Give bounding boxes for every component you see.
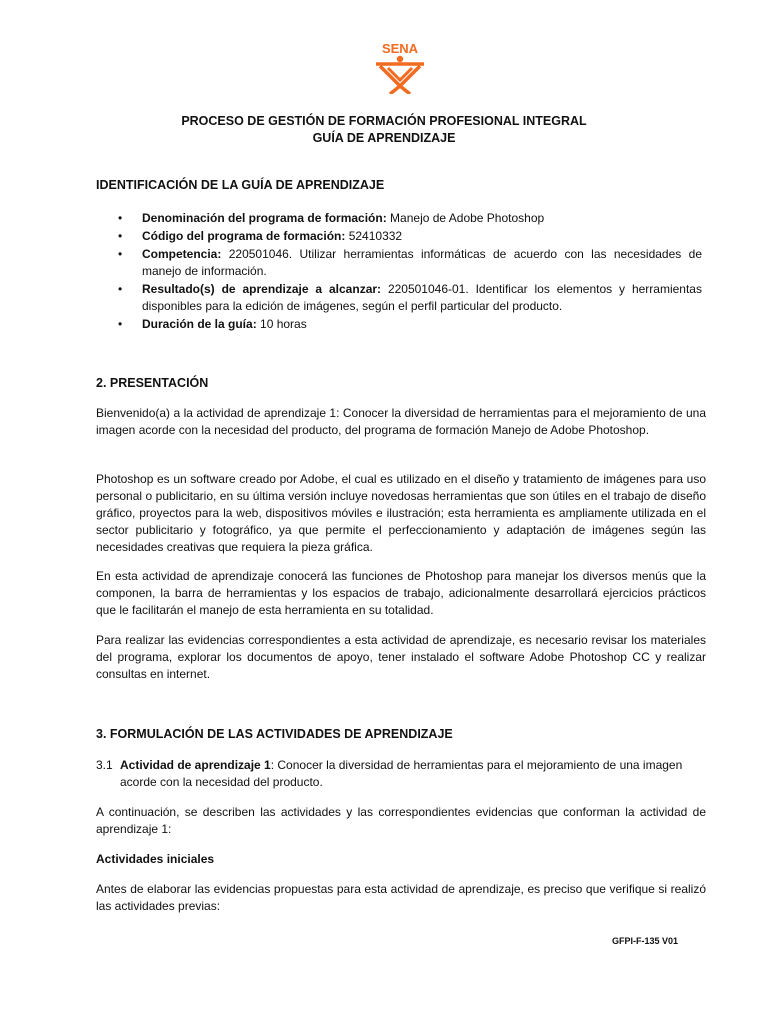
identification-title: IDENTIFICACIÓN DE LA GUÍA DE APRENDIZAJE	[96, 178, 385, 192]
bullet-icon: •	[118, 317, 123, 331]
item-value: 220501046-01. Identificar los elementos y herramientas disponibles para la edición de imágenes, según el perfil particular del producto.	[142, 282, 702, 313]
sena-logo-icon	[370, 40, 430, 94]
svg-text:SENA: SENA	[381, 41, 419, 56]
formulation-intro: A continuación, se describen las actividades y las correspondientes evidencias que conforman la actividad de aprendizaje 1:	[96, 805, 706, 836]
formulation-closing: Antes de elaborar las evidencias propuestas para esta actividad de aprendizaje, es preciso que verifique si realizó las actividades previas:	[96, 882, 706, 913]
footer-code: GFPI-F-135 V01	[611, 936, 678, 946]
presentation-paragraph-2: Photoshop es un software creado por Adobe, el cual es utilizado en el diseño y tratamiento de imágenes para uso personal o publicitario, en su última versión incluye novedosas herramientas que son útiles en el trabajo de diseño gráfico, proyectos para la web, dispositivos móviles e ilustración; esta herramienta es ampliamente utilizada en el sector publicitario y fotográfico, ya que permite el perfeccionamiento y adaptación de imágenes según las necesidades creativas que requiera la pieza gráfica.	[96, 472, 706, 554]
bullet-icon: •	[118, 211, 123, 225]
item-value: Manejo de Adobe Photoshop	[386, 211, 545, 225]
item-value: 220501046. Utilizar herramientas informáticas de acuerdo con las necesidades de manejo de información.	[142, 247, 702, 278]
activity-label: Actividad de aprendizaje 1	[120, 758, 271, 772]
activity-number: 3.1	[96, 758, 113, 772]
presentation-paragraph-4: Para realizar las evidencias correspondientes a esta actividad de aprendizaje, es necesario revisar los materiales del programa, explorar los documentos de apoyo, tener instalado el software Adobe Photoshop CC y realizar consultas en internet.	[96, 633, 706, 681]
presentation-paragraph-3: En esta actividad de aprendizaje conocerá las funciones de Photoshop para manejar los diversos menús que la componen, la barra de herramientas y los espacios de trabajo, adicionalmente desarrollará ejercicios prácticos que le facilitarán el manejo de esta herramienta en su totalidad.	[96, 569, 706, 617]
header-line-1: PROCESO DE GESTIÓN DE FORMACIÓN PROFESIONAL INTEGRAL	[181, 114, 587, 128]
bullet-icon: •	[118, 229, 123, 243]
item-value: 10 horas	[256, 317, 307, 331]
item-value: 52410332	[345, 229, 403, 243]
activity-item	[96, 757, 706, 791]
list-item	[118, 210, 702, 227]
list-item	[118, 281, 702, 315]
item-label: Competencia:	[142, 247, 222, 261]
item-label: Resultado(s) de aprendizaje a alcanzar:	[142, 282, 382, 296]
list-item	[118, 228, 702, 245]
document-header	[0, 113, 768, 147]
item-label: Código del programa de formación:	[142, 229, 346, 243]
list-item	[118, 246, 702, 280]
initial-activities-heading: Actividades iniciales	[96, 852, 215, 866]
presentation-paragraph-1: Bienvenido(a) a la actividad de aprendizaje 1: Conocer la diversidad de herramientas para el mejoramiento de una imagen acorde con la necesidad del producto, del programa de formación Manejo de Adobe Photoshop.	[96, 406, 706, 437]
item-label: Denominación del programa de formación:	[142, 211, 387, 225]
activity-text: : Conocer la diversidad de herramientas para el mejoramiento de una imagen acorde con la necesidad del producto.	[120, 758, 683, 789]
identification-list	[118, 210, 702, 334]
item-label: Duración de la guía:	[142, 317, 257, 331]
header-line-2: GUÍA DE APRENDIZAJE	[312, 131, 456, 145]
list-item	[118, 316, 702, 333]
bullet-icon: •	[118, 247, 123, 261]
bullet-icon: •	[118, 282, 123, 296]
presentation-title: 2. PRESENTACIÓN	[96, 376, 209, 390]
formulation-title: 3. FORMULACIÓN DE LAS ACTIVIDADES DE APRENDIZAJE	[96, 727, 453, 741]
